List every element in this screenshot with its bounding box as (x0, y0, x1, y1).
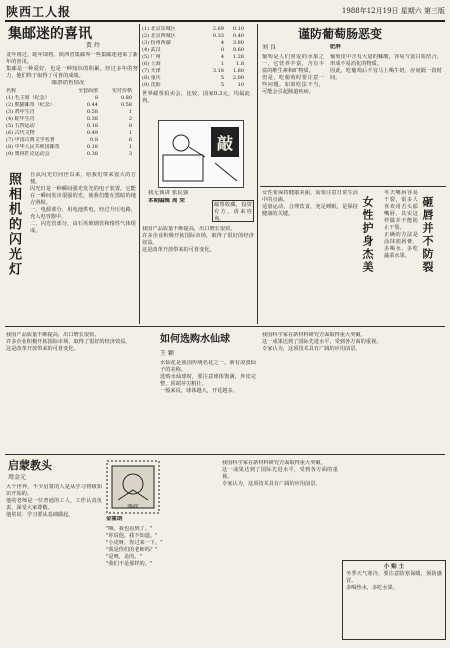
paragraph: 我国产品质量不断提高，出口增长很快。 (6, 332, 100, 338)
table-row (142, 26, 250, 33)
table-row (142, 33, 250, 40)
table-cell: 0 (220, 47, 224, 53)
table-cell: 2 (128, 116, 132, 122)
paragraph: 这一成果达到了国际先进水平，受到各方面的重视。 (262, 339, 382, 345)
table-cell: (7) 中国古典文学名著 (6, 137, 55, 143)
stats-footnote: 世界邮票拍卖会，比较，国家0.3元，均属此列。 (142, 91, 250, 104)
column-divider (139, 24, 140, 324)
table-cell: (3) 杭州西湖 (142, 40, 171, 46)
table-cell: 3.80 (232, 40, 244, 46)
paragraph: 因此，吃葡萄后不宜马上喝牛奶，应间隔一段时间。 (330, 68, 442, 81)
paragraph: 他的老师是一位普通的工人，工作认真负责，深受大家尊敬。 (6, 498, 102, 511)
table-cell: 0.60 (232, 47, 244, 53)
table-cell: 1 (220, 61, 224, 67)
table-cell: 1 (128, 130, 132, 136)
table-cell: (6) 古代文物 (6, 130, 35, 136)
ad-box: 邮票收藏，投资有方，请来咨询。 (214, 202, 252, 222)
stamp-table (6, 88, 138, 166)
table-cell: 0.80 (120, 95, 132, 101)
table-cell: 1.28 (232, 54, 244, 60)
paragraph: 女性要保持健康美丽，需要注意日常生活中的点滴。 (262, 190, 358, 203)
table-cell: 10 (237, 82, 244, 88)
paragraph: 他常说：学习要从基础做起。 (6, 512, 74, 518)
grape-body-left (262, 54, 324, 184)
table-cell: 4 (220, 54, 224, 60)
paragraph: 专家认为，这项技术具有广阔的应用前景。 (222, 481, 321, 487)
grape-byline: 刘 良 (262, 44, 276, 51)
grape-section-label: 肥胖 (330, 44, 342, 50)
table-cell: (2) 熊猫邮票（纪念） (6, 102, 55, 108)
section-rule (5, 454, 445, 455)
table-cell: (8) 重庆 (142, 75, 161, 81)
table-cell: (1) 毛主席（纪念） (6, 95, 50, 101)
tips-title: 小 贴 士 (383, 564, 405, 570)
editor-label: 本期编辑 (148, 198, 171, 204)
paragraph: 这是改革开放带来的可喜变化。 (142, 247, 215, 253)
table-cell: 0.44 (86, 102, 98, 108)
table-cell: 2.00 (232, 75, 244, 81)
table-cell: (9) 奥林匹克运动会 (6, 151, 50, 157)
table-cell: (4) 武汉 (142, 47, 161, 53)
bottom-right-body (222, 460, 338, 640)
table-row (142, 75, 250, 82)
half-page-rule (5, 326, 445, 327)
table-row (142, 68, 250, 75)
dialogue-line: "嗨，我也看到了。" (106, 526, 153, 532)
comic-title: 敲 (216, 134, 233, 153)
table-cell: 0.40 (232, 33, 244, 39)
table-cell: 1 (128, 144, 132, 150)
top-rule (5, 20, 445, 22)
table-cell: 0.58 (120, 102, 132, 108)
table-row (6, 102, 138, 109)
women-column-body (262, 190, 358, 318)
paragraph: 自从闪光灯问世以来，给我们带来很大的方便。 (30, 172, 136, 185)
table-cell: 5 (220, 75, 224, 81)
article-stamps-byline: 贾 玲 (86, 42, 100, 49)
table-cell: (4) 蛇年生肖 (6, 116, 35, 122)
narcissus-body (160, 360, 256, 450)
paragraph: 许多企业积极开拓国际市场，取得了很好的经济效益。 (142, 233, 254, 246)
table-cell: 0.58 (86, 109, 98, 115)
comic-panel (158, 120, 244, 188)
article-stamps-body (6, 52, 138, 80)
paragraph: 葡萄是人们喜爱的水果之一，它营养丰富，含有丰富的维生素和矿物质。 (262, 54, 324, 74)
mentor-byline: 周金元 (8, 474, 27, 481)
table-cell: 0.49 (86, 130, 98, 136)
table-cell: 1 (128, 109, 132, 115)
grape-headline-wrap (270, 26, 410, 42)
table-cell: 0.33 (212, 33, 224, 39)
women-column-title: 女性护身杰美 (361, 196, 374, 274)
table-row (6, 137, 138, 144)
camera-flash-title: 照相机的闪光灯 (6, 172, 21, 277)
table-row (142, 61, 250, 68)
section-rule (260, 186, 446, 187)
table-cell: 1.8 (236, 61, 244, 67)
art-column-title-wrap (420, 196, 442, 306)
paragraph: 我国产品质量不断提高，出口增长很快。 (142, 226, 236, 232)
paragraph: 选购水仙球时，要注意球体饱满，外皮完整，顶端芽尖粗壮。 (160, 374, 256, 387)
table-cell: (9) 沈阳 (142, 82, 161, 88)
mentor-body (6, 484, 102, 614)
comic-artist-label: 我无该讲 (148, 190, 171, 196)
column-divider (257, 24, 258, 324)
narcissus-byline: 王 颖 (160, 350, 174, 357)
table-row (6, 144, 138, 151)
grape-body-right (330, 54, 442, 184)
lower-right-body (262, 332, 446, 450)
paragraph: 我国科学家在新材料研究方面取得重大突破。 (262, 332, 366, 338)
table-cell: 0.38 (86, 116, 98, 122)
paragraph: 一般来说，球体越大，开花越多。 (160, 388, 238, 394)
table-row (142, 40, 250, 47)
tips-box (342, 560, 446, 640)
editor-name: 周 荣 (171, 198, 185, 204)
middle-article-body (142, 226, 254, 322)
paragraph: 冬季天气寒冷，要注意防寒保暖，预防感冒。 (346, 571, 442, 584)
dialogue-line: "你说他，我不知道。" (106, 533, 158, 539)
paragraph: 多喝热水，多吃水果。 (346, 585, 398, 591)
dialogue-body (106, 526, 216, 642)
table-row (6, 130, 138, 137)
dialogue-line: "我们不是那样的。" (106, 561, 153, 567)
dialogue-line: "小虎呀，你过来一下。" (106, 540, 163, 546)
table-row (6, 123, 138, 130)
mentor-headline-wrap (8, 458, 78, 474)
table-row (6, 151, 138, 158)
table-row (142, 47, 250, 54)
table-row (6, 116, 138, 123)
paragraph: 这是改革开放带来的可喜变化。 (6, 346, 79, 352)
paragraph: 这一成果达到了国际先进水平，受到各方面的重视。 (222, 467, 338, 480)
table-cell: 0.10 (232, 26, 244, 32)
table-row (142, 82, 250, 89)
mentor-headline: 启蒙教头 (8, 459, 52, 472)
paragraph: 葡萄皮中含有大量的鞣酸，容易与蛋白质结合，形成不易消化的物质。 (330, 54, 442, 67)
camera-flash-body (30, 172, 136, 322)
article-stamps-headline: 集邮迷的喜讯 (8, 26, 92, 42)
table-cell: (2) 北京西城区 (142, 33, 176, 39)
paragraph: 水仙花是我国传统名花之一，素有凌波仙子的美称。 (160, 360, 256, 373)
table-cell: 0.8 (90, 137, 98, 143)
table-row (6, 109, 138, 116)
paragraph: 我国科学家在新材料研究方面取得重大突破。 (222, 460, 326, 466)
table-cell: (1) 北京东城区 (142, 26, 176, 32)
table-header: 全套面值 (77, 88, 98, 94)
stamp-image (106, 460, 160, 514)
camera-flash-title-wrap (6, 172, 26, 292)
paragraph: 闪光灯是一种瞬间强光发光的电子装置。它能在一瞬间发出很强的光，使我们能在黑暗的地方照相。 (30, 186, 136, 206)
table-cell: 0.18 (86, 123, 98, 129)
paragraph: 适量运动，合理饮食，充足睡眠，是保持健康的关键。 (262, 204, 358, 217)
paragraph: 二、闪光管部分，由石英玻璃管和惰性气体组成。 (30, 221, 136, 234)
paragraph: 正确的方法是涂抹润唇膏，多喝水，多吃蔬菜水果。 (384, 232, 418, 259)
paragraph: 但是，吃葡萄时要注意一些问题。如果吃法不当，可能会引起肠道疾病。 (262, 75, 324, 95)
lower-left-body (6, 332, 154, 452)
table-cell: 1.80 (232, 68, 244, 74)
paragraph: 一、电源部分，用电池供电，经过升压电路，充入电容器中。 (30, 207, 136, 220)
comic-artist-name: 张民强 (171, 190, 189, 196)
table-cell: (3) 鸡年生肖 (6, 109, 35, 115)
art-column-body (384, 190, 418, 318)
table-header: 实付价格 (111, 88, 132, 94)
table-cell: 3.18 (212, 68, 224, 74)
narcissus-headline: 如何选购水仙球 (160, 334, 230, 345)
table-cell: (5) 五四运动 (6, 123, 35, 129)
dateline: 1988年12月19日 星期六 第三版 (341, 7, 445, 15)
dialogue-line: "我是你们的老师吗？" (106, 547, 158, 553)
table-cell: 4 (220, 40, 224, 46)
masthead-logo: 陕西工人报 (6, 5, 72, 19)
table-cell: 5 (220, 82, 224, 88)
article-stamps-headline-wrap (8, 26, 136, 42)
table-cell: (8) 中华人民共和国邮票 (6, 144, 60, 150)
dialogue-line: "是呀，是的。" (106, 554, 142, 560)
narcissus-wrap (160, 332, 240, 352)
table-cell: (5) 广州 (142, 54, 161, 60)
table-header: 名称 (6, 88, 17, 94)
stamp-caption: 邮政 (127, 504, 139, 510)
stats-table (142, 26, 250, 118)
editor-credit (148, 198, 208, 206)
table-cell: 8 (128, 123, 132, 129)
table-cell: (7) 天津 (142, 68, 161, 74)
table-cell: 3 (128, 151, 132, 157)
art-column-title: 砸唇并不防裂 (421, 196, 434, 274)
table-cell: 0.18 (86, 144, 98, 150)
table-cell: 8 (94, 95, 98, 101)
paragraph: 许多企业积极开拓国际市场，取得了很好的经济效益。 (6, 339, 131, 345)
table-cell: 6 (128, 137, 132, 143)
table-cell: 0.38 (86, 151, 98, 157)
grape-headline: 谨防葡萄肠恶变 (297, 27, 382, 41)
table-row (142, 54, 250, 61)
comic-credit (148, 190, 248, 198)
paragraph: 专家认为，这项技术具有广阔的应用前景。 (262, 346, 361, 352)
paragraph: 冬天嘴唇容易干裂，很多人喜欢用舌头舔嘴唇，其实这样做并不能防止干裂。 (384, 190, 418, 231)
paragraph: 龙年将过，蛇年即将，陕西省集邮界一些集邮迷迎来了新年的喜讯。 (6, 52, 138, 65)
table-cell: (6) 上海 (142, 61, 161, 67)
table-cell: 2.69 (212, 26, 224, 32)
paragraph: 大干世界，不少启蒙的人是从学习初级知识开始的。 (6, 484, 102, 497)
stamp-table-title: 邮票销售情况 (51, 80, 85, 86)
paragraph: 集邮是一种爱好，也是一种知识的积累。经过多年的努力，他们终于取得了可喜的成绩。 (6, 66, 138, 79)
women-column-title-wrap (360, 196, 382, 306)
dialogue-title: 金霍朗 (106, 516, 123, 522)
table-header-row (6, 88, 138, 95)
table-row (6, 95, 138, 102)
